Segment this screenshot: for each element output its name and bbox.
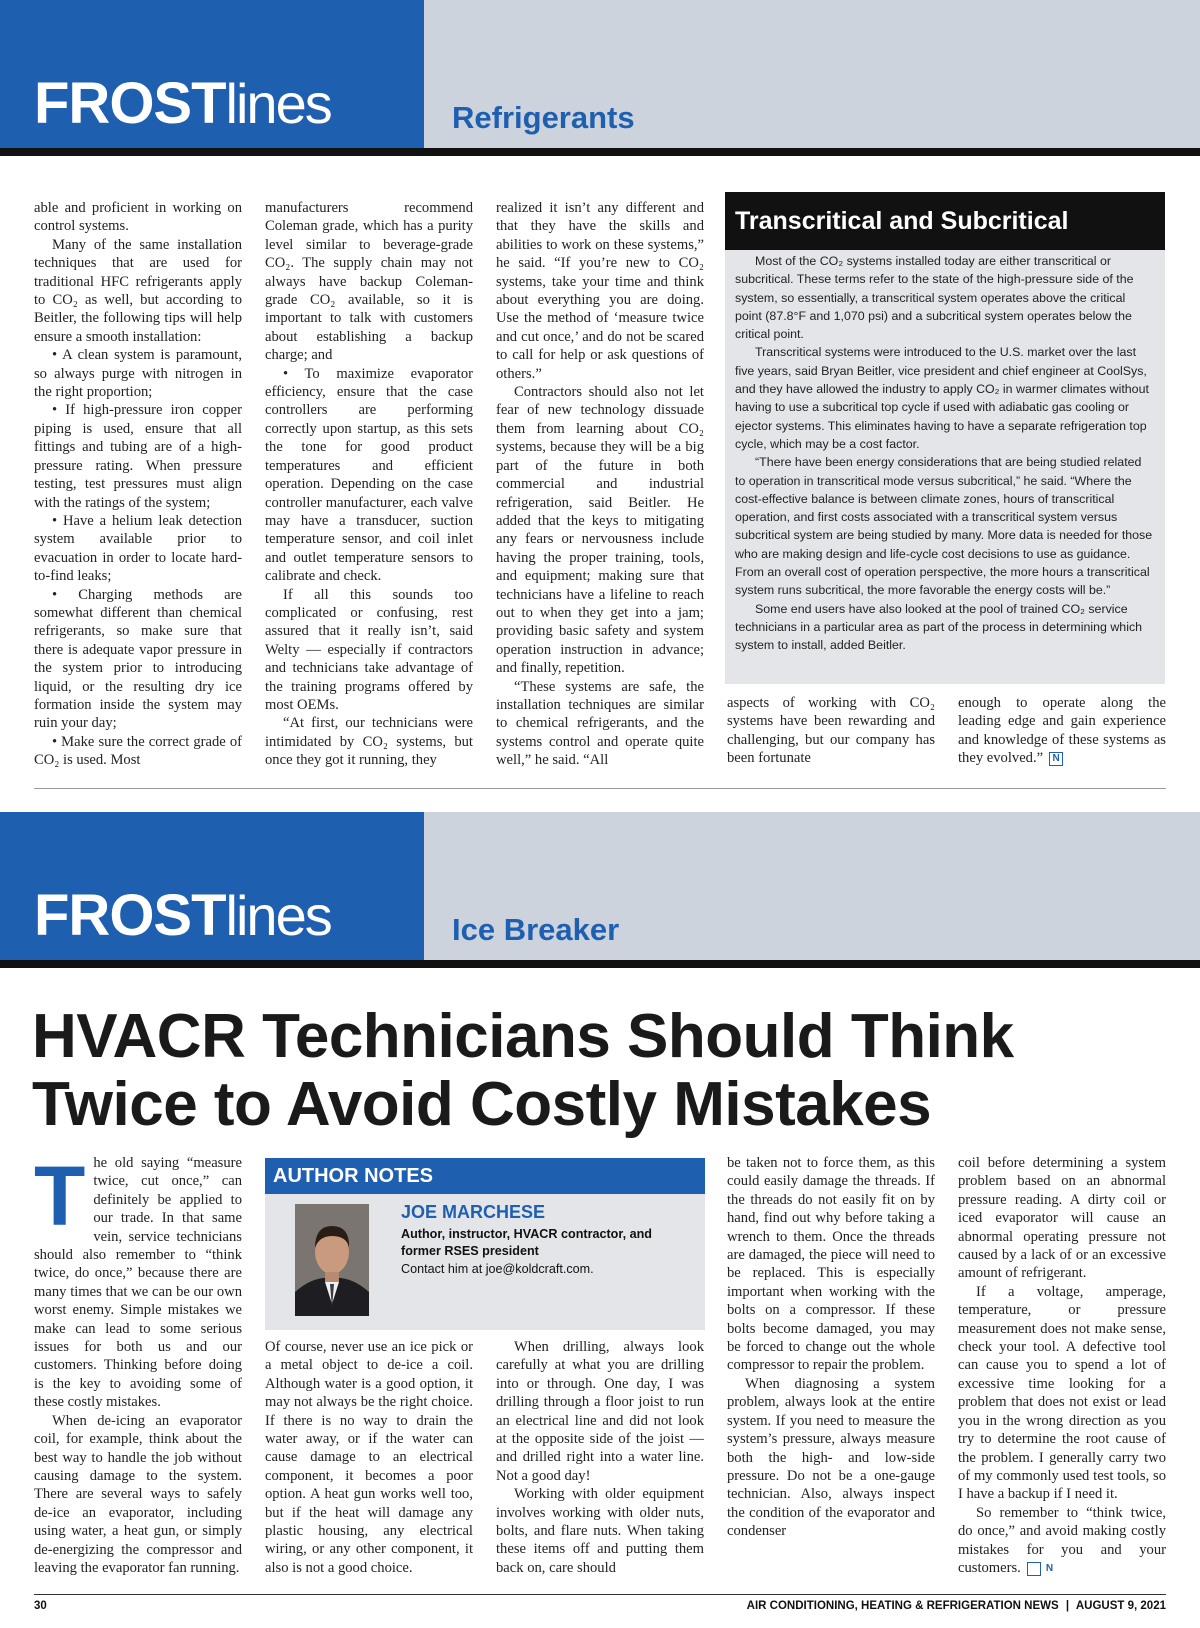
paragraph-text: he old saying “measure twice, cut once,” can definitely be applied to our trade. In that same vein, service technicians should also remember to “think twice, do once,” because there are many times that we can be our own worst enemy. Simple mistakes we make can lead to some serious issues for both us and our customers. Thinking before doing is the key to avoiding some of these costly mistakes. — [34, 1155, 242, 1411]
paragraph — [34, 733, 242, 770]
headline-line-1: HVACR Technicians Should Think — [32, 1002, 1014, 1071]
paragraph-text: • Have a helium leak detection system available prior to evacuation in order to locate hard-to-find leaks; — [34, 512, 242, 585]
paragraph: Most of the CO₂ systems installed today are either transcritical or subcritical. These terms refer to the state of the high-pressure side of the system, so essentially, a transcritical system operates above the critical point (87.8°F and 1,070 psi) and a subcritical system operates below the critical point. — [735, 254, 1134, 342]
paragraph-text: • Make sure the correct grade of CO₂ is used. Most — [34, 733, 242, 769]
paragraph — [727, 1154, 935, 1375]
logo-lines: lines — [225, 884, 331, 947]
paragraph — [727, 1375, 935, 1541]
bottom-column-5 — [958, 1154, 1166, 1577]
bottom-column-3 — [496, 1338, 704, 1577]
bottom-column-4 — [727, 1154, 935, 1541]
drop-cap: T — [34, 1149, 86, 1243]
publication-name: AIR CONDITIONING, HEATING & REFRIGERATION NEWS — [746, 1600, 1059, 1612]
top-masthead — [0, 0, 1200, 156]
paragraph — [958, 1154, 1166, 1283]
paragraph-text: “At first, our technicians were intimidated by CO₂ systems, but once they got it running, they — [265, 715, 473, 769]
paragraph-text: If a voltage, amperage, temperature, or pressure measurement does not make sense, check your tool. A defective tool can cause you to spend a lot of excessive time looking for a problem that does not exist or lead you in the wrong direction as you try to determine the root cause of the problem. I generally carry two of my commonly used test tools, so I have a backup if I need it. — [958, 1283, 1166, 1503]
footer-separator: | — [1065, 1600, 1070, 1612]
bottom-masthead — [0, 812, 1200, 968]
paragraph-text: able and proficient in working on control systems. — [34, 200, 242, 235]
section-divider — [34, 788, 1166, 789]
frostlines-logo — [34, 70, 331, 137]
footer-publication — [747, 1600, 1166, 1612]
paragraph — [34, 199, 242, 236]
paragraph-text: • If high-pressure iron copper piping is used, ensure that all fittings and tubing are of a high-pressure rating. When pressure testing, test pressures must align with the ratings of the system; — [34, 402, 242, 511]
author-notes-header: AUTHOR NOTES — [265, 1158, 705, 1194]
paragraph: Of course, never use an ice pick or a metal object to de-ice a coil. Although water is a good option, it may not always be the right choice. If there is no way to drain the water away, or if the water can cause damage to an electrical component, it becomes a poor option. A heat gun works well too, but if the heat will damage any plastic housing, any electrical wiring, or any other component, it also is not a good choice. — [265, 1339, 473, 1576]
masthead-rule — [0, 148, 1200, 156]
paragraph: When drilling, always look carefully at what you are drilling into or through. One day, I was drilling through a floor joist to run an electrical line and did not look at the opposite side of the joist — and drilled right into a water line. Not a good day! — [496, 1339, 704, 1484]
paragraph — [34, 586, 242, 733]
author-name: JOE MARCHESE — [401, 1202, 546, 1222]
top-column-3 — [496, 199, 704, 770]
masthead-rule — [0, 960, 1200, 968]
paragraph-text: • A clean system is paramount, so always purge with nitrogen in the right proportion; — [34, 347, 242, 401]
paragraph: Transcritical systems were introduced to the U.S. market over the last five years, said Bryan Beitler, vice president and chief engineer at CoolSys, and they have allowed the industry to apply CO₂ in warmer climates without having to use a subcritical top cycle if used with adiabatic gas cooling or ejector systems. This eliminates having to have a separate refrigeration top cycle, which may be a cost factor. — [735, 345, 1149, 451]
paragraph-text: Many of the same installation techniques that are used for traditional HFC refrigerants apply to CO₂ as well, but according to Beitler, the following tips will help ensure a smooth installation: — [34, 236, 242, 345]
author-photo — [295, 1204, 369, 1316]
paragraph-text: “These systems are safe, the installation techniques are similar to chemical refrigerants, and the systems control and operate quite well,” he said. “All — [496, 678, 704, 769]
issue-date: AUGUST 9, 2021 — [1075, 1600, 1166, 1612]
paragraph-text: Contractors should also not let fear of new technology dissuade them from learning about CO₂ systems, because they will be a big part of the future in both commercial and industrial refrigeration, said Beitler. He added that the keys to mitigating any fears or nervousness include having the proper training, tools, and equipment; making sure that technicians have a lifeline to reach out to when they get into a jam; providing basic safety and system operation instruction in advance; and finally, repetition. — [496, 384, 704, 677]
top-column-4 — [727, 694, 935, 768]
sidebar-title: Transcritical and Subcritical — [725, 192, 1165, 250]
paragraph — [265, 714, 473, 769]
paragraph — [34, 1149, 242, 1412]
paragraph — [34, 401, 242, 511]
paragraph: When de-icing an evaporator coil, for example, think about the best way to handle the job without causing damage to the system. There are several ways to safely de-ice an evaporator, including using water, a heat gun, or simply de-energizing the compressor and leaving the evaporator fan running. — [34, 1412, 242, 1576]
paragraph-text: be taken not to force them, as this could easily damage the threads. If the threads do not easily fit on by hand, find out why before taking a wrench to them. Once the threads are damaged, the piece will need to be replaced. This is especially important when working with the bolts on a compressor. If these bolts become damaged, you may be forced to change out the whole compressor to repair the problem. — [727, 1155, 935, 1374]
paragraph-text: realized it isn’t any different and that they have the skills and abilities to work on these systems,” he said. “If you’re new to CO₂ systems, take your time and think about everything you are doing. Use the method of ‘measure twice and cut once,’ and do not be scared to call for help or ask questions of others.” — [496, 200, 704, 382]
article-headline — [32, 1003, 1182, 1139]
paragraph-text: • Charging methods are somewhat different than chemical refrigerants, so make sure that there is adequate vapor pressure in the system prior to introducing liquid, or the resulting dry ice formation inside the system may ruin your day; — [34, 586, 242, 732]
paragraph — [958, 694, 1166, 768]
top-column-1 — [34, 199, 242, 770]
paragraph: Some end users have also looked at the pool of trained CO₂ service technicians in a particular area as part of the process in determining which system to install, added Beitler. — [735, 601, 1143, 653]
bottom-column-2 — [265, 1338, 473, 1577]
author-title: Author, instructor, HVACR contractor, and former RSES president — [401, 1227, 652, 1258]
author-portrait-icon — [295, 1204, 369, 1316]
paragraph-text: enough to operate along the leading edge and gain experience and knowledge of these systems as they evolved.” — [958, 695, 1166, 767]
paragraph — [496, 199, 704, 383]
paragraph: aspects of working with CO₂ systems have been rewarding and challenging, but our company has been fortunate — [727, 695, 935, 767]
section-title: Refrigerants — [452, 100, 635, 135]
end-mark-icon: N — [1027, 1562, 1041, 1576]
end-mark-icon: N — [1049, 752, 1063, 766]
paragraph-text: coil before determining a system problem based on an abnormal pressure reading. A dirty coil or iced evaporator will cause an abnormal operating pressure not caused by a lack of or an excessive amount of refrigerant. — [958, 1155, 1166, 1282]
top-column-5 — [958, 694, 1166, 768]
footer-rule — [34, 1594, 1166, 1595]
paragraph — [265, 199, 473, 365]
top-column-2 — [265, 199, 473, 770]
paragraph — [496, 383, 704, 678]
section-title: Ice Breaker — [452, 912, 620, 947]
paragraph-text: • To maximize evaporator efficiency, ensure that the case controllers are performing correctly upon startup, as this sets the tone for good product temperatures and efficient operation. Depending on the case controller manufacturer, each valve may have a transducer, suction temperature sensor, and coil inlet and outlet temperature sensors to calibrate and check. — [265, 365, 473, 585]
sidebar-box — [725, 192, 1165, 684]
frostlines-logo — [34, 882, 331, 949]
paragraph-text: manufacturers recommend Coleman grade, which has a purity level similar to beverage-grade CO₂. The supply chain may not always have backup Coleman-grade CO₂ available, so it is important to talk with customers about establishing a backup charge; and — [265, 200, 473, 364]
bottom-column-1 — [34, 1149, 242, 1577]
paragraph — [958, 1283, 1166, 1504]
paragraph — [496, 678, 704, 770]
paragraph — [34, 512, 242, 586]
logo-frost: FROST — [34, 883, 226, 948]
paragraph — [34, 236, 242, 346]
author-contact: Contact him at joe@koldcraft.com. — [401, 1262, 594, 1276]
paragraph — [265, 365, 473, 586]
sidebar-body — [735, 252, 1155, 655]
paragraph: “There have been energy considerations that are being studied related to operation in transcritical mode versus subcritical,” he said. “Where the cost-effective balance is between climate zones, hours of transcritical operation, and first costs associated with a transcritical system versus subcritical system are being studied by many. More data is needed for those who are making design and life-cycle cost decisions to use as guidance. From an overall cost of operation perspective, the more hours a transcritical system runs subcritical, the more favorable the energy costs will be.” — [735, 455, 1153, 598]
paragraph-text: If all this sounds too complicated or confusing, rest assured that it really isn’t, said Welty — especially if contractors and technicians take advantage of the training programs offered by most OEMs. — [265, 586, 473, 713]
paragraph — [958, 1504, 1166, 1578]
author-notes-box — [265, 1158, 705, 1330]
logo-frost: FROST — [34, 71, 226, 136]
paragraph-text: When diagnosing a system problem, always look at the entire system. If you need to measure the system’s pressure, always measure both the high- and low-side pressure. Do not be a one-gauge technician. Also, always inspect the condition of the evaporator and condenser — [727, 1375, 935, 1540]
paragraph — [265, 586, 473, 715]
paragraph-text: So remember to “think twice, do once,” and avoid making costly mistakes for you and your customers. — [958, 1504, 1166, 1576]
page-number: 30 — [34, 1600, 47, 1612]
paragraph — [34, 346, 242, 401]
headline-line-2: Twice to Avoid Costly Mistakes — [32, 1070, 932, 1139]
logo-lines: lines — [225, 72, 331, 135]
paragraph: Working with older equipment involves working with older nuts, bolts, and flare nuts. When taking these items off and putting them back on, care should — [496, 1486, 704, 1576]
